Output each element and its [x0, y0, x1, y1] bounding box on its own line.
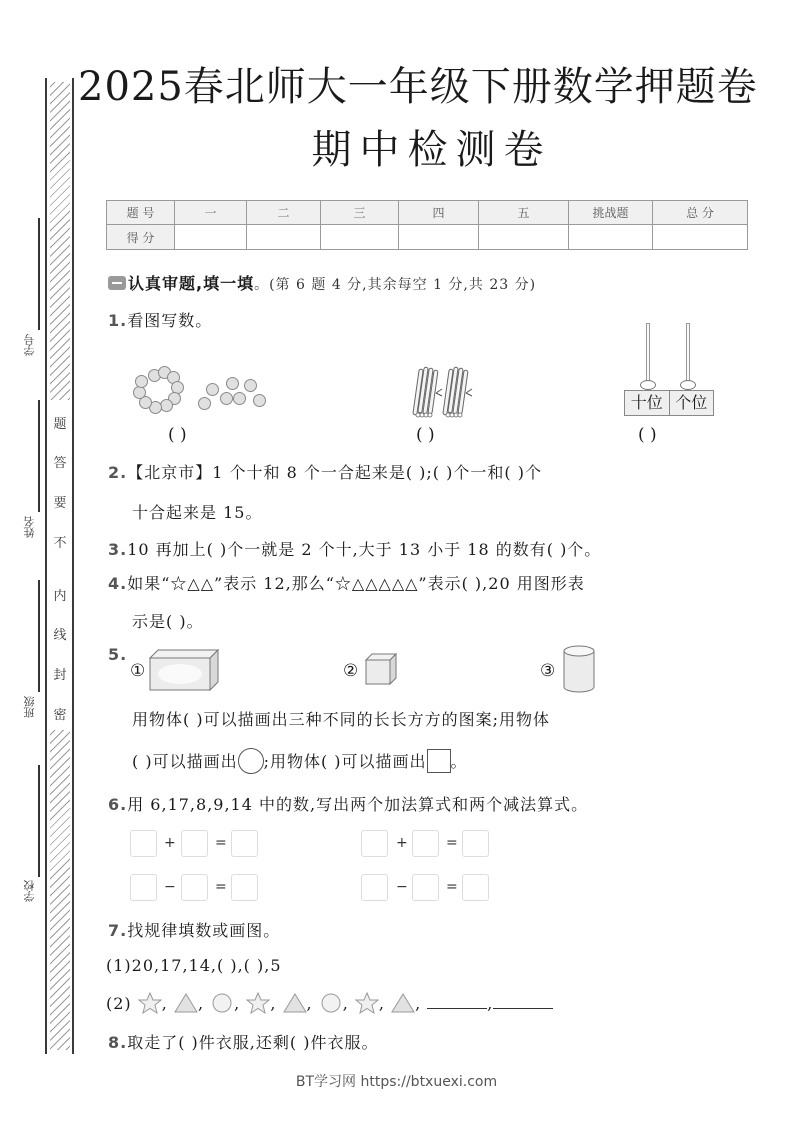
seal-word: 密	[53, 708, 67, 723]
question-5-number	[108, 645, 127, 664]
separator: ,	[197, 994, 205, 1013]
page-subtitle: 期中检测卷	[311, 127, 552, 173]
question-4	[108, 571, 585, 594]
score-table-header-row	[107, 201, 748, 225]
question-1	[108, 308, 212, 331]
object-1-label: ①	[130, 661, 146, 681]
answer-box[interactable]	[181, 830, 208, 857]
name-line[interactable]	[38, 400, 40, 512]
answer-box[interactable]	[361, 874, 388, 901]
answer-box[interactable]	[462, 874, 489, 901]
question-3	[108, 537, 601, 560]
abacus-bead-icon	[680, 380, 696, 390]
question-4-cont	[132, 609, 204, 632]
score-table	[106, 200, 748, 250]
answer-box[interactable]	[361, 830, 388, 857]
question-8	[108, 1030, 378, 1053]
answer-box[interactable]	[130, 830, 157, 857]
cube-icon	[364, 652, 398, 686]
abacus-bead-icon	[640, 380, 656, 390]
bead-icon	[220, 392, 233, 405]
class-line[interactable]	[38, 580, 40, 692]
separator: ,	[270, 994, 277, 1013]
equals-sign: =	[446, 835, 458, 851]
score-header-cell: 一	[175, 201, 247, 225]
triangle-icon	[391, 992, 415, 1014]
question-number: 6.	[108, 795, 128, 814]
score-header-cell: 挑战题	[569, 201, 653, 225]
score-table-score-row	[107, 225, 748, 250]
score-cell[interactable]	[479, 225, 569, 250]
equals-sign: =	[446, 879, 458, 895]
section-number-badge-icon	[108, 276, 126, 290]
cuboid-box-icon	[148, 648, 220, 692]
score-header-cell: 四	[399, 201, 479, 225]
answer-line[interactable]	[493, 995, 553, 1009]
square-shape-icon	[427, 749, 451, 773]
bead-icon	[160, 399, 173, 412]
question-2	[108, 460, 542, 483]
separator: ,	[161, 994, 168, 1013]
school-line[interactable]	[38, 765, 40, 877]
score-row-label: 得 分	[107, 225, 175, 250]
star-icon	[138, 992, 162, 1014]
class-label: 班级	[23, 696, 36, 718]
rail-hatch-bottom	[50, 730, 70, 1050]
minus-sign: −	[164, 879, 176, 895]
cylinder-icon	[562, 644, 596, 694]
score-header-cell: 二	[247, 201, 321, 225]
part-label: (2)	[106, 994, 132, 1013]
plus-sign: +	[164, 835, 176, 851]
abacus-rod-tens	[646, 323, 650, 383]
answer-line[interactable]	[427, 995, 487, 1009]
seal-word: 封	[53, 668, 67, 683]
object-3-label: ③	[540, 661, 556, 681]
question-number: 3.	[108, 540, 128, 559]
separator: ,	[487, 994, 494, 1013]
score-header-cell: 五	[479, 201, 569, 225]
page-title: 2025春北师大一年级下册数学押题卷	[78, 64, 758, 110]
question-text: 。	[450, 752, 468, 771]
rail-line-outer	[45, 78, 47, 1054]
bead-icon	[226, 377, 239, 390]
section-1-title: 认真审题,填一填	[128, 274, 255, 293]
answer-blank[interactable]: ( )	[416, 425, 435, 445]
question-text: 看图写数。	[127, 311, 213, 330]
tens-place-label: 十位	[625, 391, 670, 415]
separator: ,	[378, 994, 385, 1013]
question-text: 取走了( )件衣服,还剩( )件衣服。	[127, 1033, 379, 1052]
student-id-label: 学号	[23, 334, 36, 356]
question-text: 示是( )。	[132, 612, 204, 631]
seal-word: 内	[53, 589, 67, 604]
question-7-part-1	[106, 956, 282, 975]
circle-icon	[319, 992, 343, 1014]
question-text: 用物体( )可以描画出三种不同的长长方方的图案;用物体	[132, 710, 550, 729]
circle-shape-icon	[238, 748, 264, 774]
answer-box[interactable]	[412, 874, 439, 901]
answer-box[interactable]	[231, 830, 258, 857]
question-6	[108, 792, 588, 815]
question-number: 2.	[108, 463, 128, 482]
score-cell[interactable]	[569, 225, 653, 250]
score-header-cell: 题 号	[107, 201, 175, 225]
student-id-line[interactable]	[38, 218, 40, 330]
question-number: 4.	[108, 574, 128, 593]
question-number: 8.	[108, 1033, 128, 1052]
answer-box[interactable]	[181, 874, 208, 901]
question-text: ( )可以描画出	[132, 752, 238, 771]
score-cell[interactable]	[399, 225, 479, 250]
star-icon	[355, 992, 379, 1014]
seal-word: 题	[53, 417, 67, 432]
circle-icon	[210, 992, 234, 1014]
score-cell[interactable]	[653, 225, 748, 250]
abacus-place-labels	[624, 390, 714, 416]
equals-sign: =	[215, 835, 227, 851]
minus-sign: −	[396, 879, 408, 895]
answer-box[interactable]	[130, 874, 157, 901]
object-2-label: ②	[343, 661, 359, 681]
question-text: 10 再加上( )个一就是 2 个十,大于 13 小于 18 的数有( )个。	[127, 540, 602, 559]
triangle-icon	[283, 992, 307, 1014]
bead-icon	[253, 394, 266, 407]
question-number: 5.	[108, 645, 128, 664]
star-icon	[246, 992, 270, 1014]
stick-bundle-icon	[410, 365, 480, 420]
question-number: 1.	[108, 311, 128, 330]
seal-word: 要	[53, 496, 67, 511]
bead-icon	[198, 397, 211, 410]
question-text: 找规律填数或画图。	[127, 921, 281, 940]
section-1-note: 。(第 6 题 4 分,其余每空 1 分,共 23 分)	[254, 277, 537, 293]
name-label: 姓名	[23, 516, 36, 538]
bead-icon	[206, 383, 219, 396]
question-number: 7.	[108, 921, 128, 940]
bead-icon	[135, 375, 148, 388]
question-2-cont	[132, 500, 262, 523]
seal-word: 不	[53, 536, 67, 551]
question-text: 十合起来是 15。	[132, 503, 263, 522]
score-cell[interactable]	[175, 225, 247, 250]
question-text: 用 6,17,8,9,14 中的数,写出两个加法算式和两个减法算式。	[127, 795, 589, 814]
question-text: 【北京市】1 个十和 8 个一合起来是( );( )个一和( )个	[127, 463, 542, 482]
ones-place-label: 个位	[675, 393, 708, 412]
answer-blank[interactable]: ( )	[168, 425, 187, 445]
separator: ,	[306, 994, 313, 1013]
score-header-cell: 三	[321, 201, 399, 225]
answer-blank[interactable]: ( )	[638, 425, 657, 445]
triangle-icon	[174, 992, 198, 1014]
seal-word: 答	[53, 456, 67, 471]
answer-box[interactable]	[231, 874, 258, 901]
rail-line-inner	[72, 78, 74, 1054]
separator: ,	[415, 994, 422, 1013]
section-1-heading	[108, 271, 536, 294]
question-text: 如果“☆△△”表示 12,那么“☆△△△△△”表示( ),20 用图形表	[127, 574, 585, 593]
question-7	[108, 918, 280, 941]
equals-sign: =	[215, 879, 227, 895]
abacus-rod-ones	[686, 323, 690, 383]
separator: ,	[234, 994, 241, 1013]
score-cell[interactable]	[321, 225, 399, 250]
question-7-part-2	[106, 992, 553, 1014]
answer-box[interactable]	[462, 830, 489, 857]
seal-word: 线	[53, 628, 67, 643]
plus-sign: +	[396, 835, 408, 851]
question-5-text-2	[132, 748, 468, 774]
separator: ,	[342, 994, 349, 1013]
answer-box[interactable]	[412, 830, 439, 857]
school-label: 学校	[23, 880, 36, 902]
bead-icon	[244, 379, 257, 392]
question-text: ;用物体( )可以描画出	[263, 752, 427, 771]
bead-icon	[233, 392, 246, 405]
bead-icon	[133, 386, 146, 399]
score-cell[interactable]	[247, 225, 321, 250]
footer-watermark: BT学习网 https://btxuexi.com	[295, 1074, 498, 1090]
question-5-text	[132, 707, 550, 730]
number-pattern: (1)20,17,14,( ),( ),5	[106, 956, 282, 975]
score-header-cell: 总 分	[653, 201, 748, 225]
